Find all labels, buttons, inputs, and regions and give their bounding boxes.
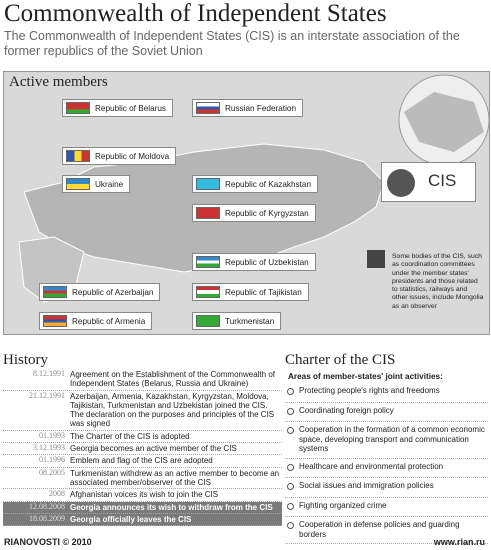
member-tajikistan: Republic of Tajikistan (192, 283, 309, 301)
cis-emblem-box (381, 162, 476, 202)
footer-url[interactable]: www.rian.ru (433, 537, 485, 547)
bullet-icon (287, 406, 299, 418)
turkmenistan-flag-icon (196, 315, 220, 327)
mongolia-note: Some bodies of the CIS, such as coordination committees under the member states' presidents and those related to statistics, railways and other issues, include Mongolia as an observer (392, 253, 484, 310)
list-item: Fighting organized crime (285, 498, 488, 518)
history-row: 08.2005 Turkmenistan withdrew as an active member to become an associated member/observer of the CIS (3, 468, 282, 490)
history-row: 8.12.1991 Agreement on the Establishment of the Commonwealth of Independent States (Belarus, Russia and Ukraine) (3, 369, 282, 391)
tajikistan-flag-icon (196, 286, 220, 298)
list-item: Protecting people's rights and freedoms (285, 383, 488, 403)
ukraine-flag-icon (66, 178, 90, 190)
azerbaijan-flag-icon (43, 286, 67, 298)
member-azerbaijan: Republic of Azerbaijan (39, 283, 160, 301)
member-turkmenistan: Turkmenistan (192, 312, 281, 330)
list-item: Social issues and immigration policies (285, 478, 488, 498)
moldova-flag-icon (66, 150, 90, 162)
member-russia: Russian Federation (192, 99, 303, 117)
footer (0, 532, 491, 550)
uzbekistan-flag-icon (196, 256, 220, 268)
charter-heading: Areas of member-states' joint activities: (288, 372, 443, 381)
history-row: 2008 Afghanistan voices its wish to join the CIS (3, 489, 282, 501)
list-item: Cooperation in the formation of a common economic space, developing transport and communication systems (285, 422, 488, 459)
history-row: 12.08.2008 Georgia announces its wish to withdraw from the CIS (3, 502, 282, 514)
bullet-icon (287, 481, 299, 493)
member-moldova: Republic of Moldova (62, 147, 176, 165)
history-row: 18.08.2009 Georgia officially leaves the CIS (3, 514, 282, 526)
member-armenia: Republic of Armenia (39, 312, 152, 330)
kazakhstan-flag-icon (196, 178, 220, 190)
member-kyrgyzstan: Republic of Kyrgyzstan (192, 204, 316, 222)
section-title-active-members: Active members (9, 74, 108, 90)
bullet-icon (287, 386, 299, 398)
history-row: 3.12.1993 Georgia becomes an active member of the CIS (3, 443, 282, 455)
footer-credit: RIANOVOSTI © 2010 (4, 537, 92, 547)
cis-label: CIS (428, 171, 457, 190)
info-icon (367, 250, 385, 268)
kyrgyzstan-flag-icon (196, 207, 220, 219)
cis-emblem-icon (387, 169, 415, 197)
section-title-history: History (3, 352, 48, 368)
member-uzbekistan: Republic of Uzbekistan (192, 253, 316, 271)
member-kazakhstan: Republic of Kazakhstan (192, 175, 318, 193)
history-section (3, 352, 282, 526)
page-subtitle: The Commonwealth of Independent States (CIS) is an interstate association of the former republics of the Soviet Union (4, 29, 460, 58)
armenia-flag-icon (43, 315, 67, 327)
bullet-icon (287, 501, 299, 513)
section-title-charter: Charter of the CIS (285, 352, 396, 368)
history-row: 01.1996 Emblem and flag of the CIS are adopted (3, 455, 282, 467)
history-row: 01.1993 The Charter of the CIS is adopted (3, 431, 282, 443)
history-row: 21.12.1991 Azerbaijan, Armenia, Kazakhstan, Kyrgyzstan, Moldova, Tajikistan, Turkmenistan and Uzbekistan joined the CIS. The declaration on the purposes and principles of the CIS was signed (3, 391, 282, 431)
list-item: Cooperation in defense policies and guarding borders (285, 517, 488, 544)
page-title: Commonwealth of Independent States (4, 0, 387, 27)
member-ukraine: Ukraine (62, 175, 130, 193)
russia-flag-icon (196, 102, 220, 114)
bullet-icon (287, 462, 299, 474)
bullet-icon (287, 425, 299, 454)
list-item: Healthcare and environmental protection (285, 459, 488, 479)
charter-section (285, 352, 488, 544)
list-item: Coordinating foreign policy (285, 403, 488, 423)
belarus-flag-icon (66, 102, 90, 114)
member-belarus: Republic of Belarus (62, 99, 173, 117)
